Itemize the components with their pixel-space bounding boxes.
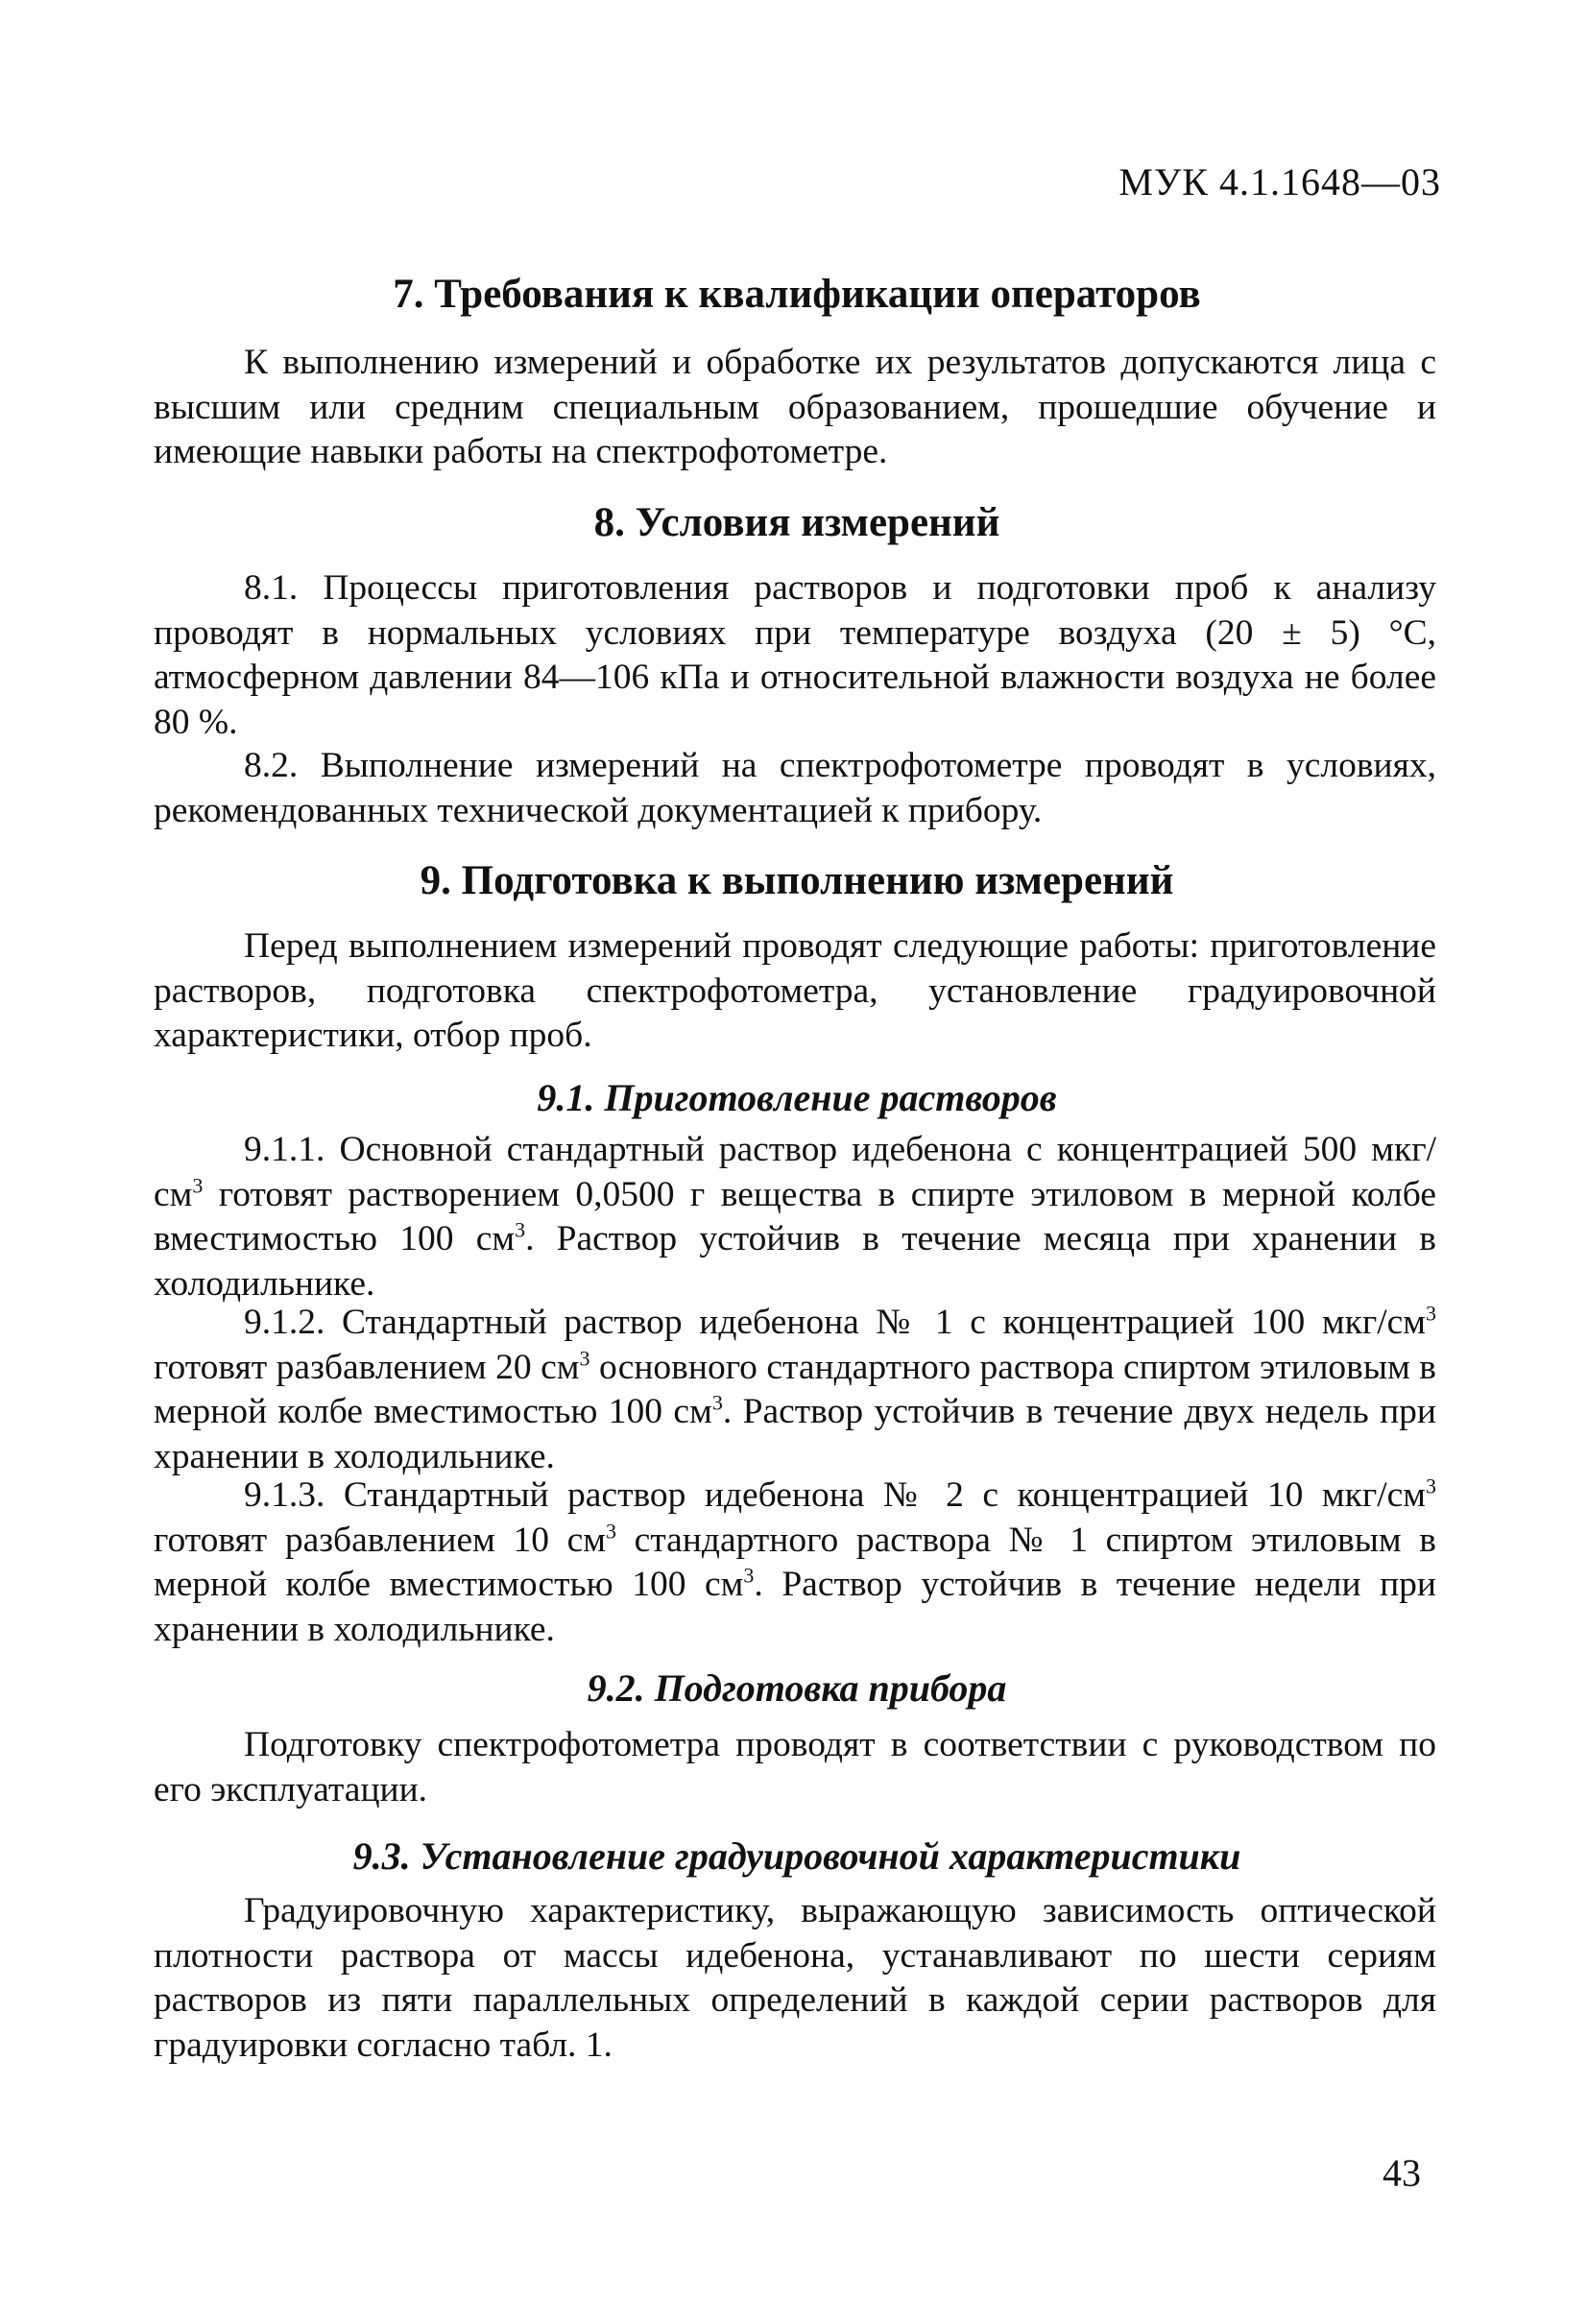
text-run: 9.1.3. Стандартный раствор идебенона № 2 с концентрацией 10 мкг/см: [244, 1475, 1426, 1515]
superscript: 3: [1426, 1301, 1436, 1326]
subsection-9-2-title: 9.2. Подготовка прибора: [587, 1666, 1007, 1710]
subsection-9-3-text: Градуировочную характеристику, выражающую зависимость оптической плотности раствора от массы идебенона, устанавливают по шести сериям растворов из пяти параллельных определений в каждой серии растворов для градуировки согласно табл. 1.: [154, 1891, 1436, 2065]
text-run: 9.1.1. Основной стандартный раствор идебенона с концентрацией 500 мкг/см: [154, 1130, 1436, 1214]
paragraph-8-2: 8.2. Выполнение измерений на спектрофотометре проводят в условиях, рекомендованных технической документацией к прибору.: [154, 746, 1436, 830]
text-run: 9.1.2. Стандартный раствор идебенона № 1 с концентрацией 100 мкг/см: [244, 1303, 1426, 1342]
text-run: готовят растворением 0,0500 г вещества в спирте этиловом в мерной колбе вместимостью 100 см: [154, 1174, 1436, 1258]
paragraph-9-1-2: [154, 1301, 1436, 1479]
paragraph-9-1-3: [154, 1473, 1436, 1652]
subsection-9-1-title: 9.1. Приготовление растворов: [537, 1076, 1057, 1119]
superscript: 3: [192, 1173, 204, 1197]
section-9-title: 9. Подготовка к выполнению измерений: [420, 858, 1174, 903]
subsection-9-2-text: Подготовку спектрофотометра проводят в соответствии с руководством по его эксплуатации.: [154, 1725, 1436, 1809]
section-7-text: К выполнению измерений и обработке их результатов допускаются лица с высшим или средним специальным образованием, прошедшие обучение и имеющие навыки работы на спектрофотометре.: [154, 343, 1436, 471]
paragraph-9-1-1: [154, 1128, 1436, 1306]
document-code: МУК 4.1.1648—03: [1118, 160, 1441, 204]
page-number: 43: [1383, 2151, 1421, 2194]
subsection-9-3-title: 9.3. Установление градуировочной характеристики: [352, 1834, 1241, 1878]
section-7-title: 7. Требования к квалификации операторов: [393, 272, 1201, 317]
superscript: 3: [711, 1390, 723, 1415]
text-run: . Раствор устойчив в течение месяца при хранении в холодильнике.: [154, 1219, 1436, 1304]
superscript: 3: [579, 1346, 590, 1370]
superscript: 3: [1426, 1473, 1436, 1498]
superscript: 3: [515, 1217, 526, 1242]
text-run: основного стандартного раствора спиртом этиловым в мерной колбе вместимостью 100 см: [154, 1347, 1436, 1431]
section-8-title: 8. Условия измерений: [593, 500, 1000, 545]
section-9-intro: Перед выполнением измерений проводят следующие работы: приготовление растворов, подготовка спектрофотометра, установление градуировочной характеристики, отбор проб.: [154, 926, 1436, 1055]
text-run: готовят разбавлением 20 см: [154, 1347, 580, 1387]
text-run: готовят разбавлением 10 см: [154, 1520, 607, 1560]
paragraph-8-1: 8.1. Процессы приготовления растворов и подготовки проб к анализу проводят в нормальных условиях при температуре воздуха (20 ± 5) °С, атмосферном давлении 84—106 кПа и относительной влажности воздуха не более 80 %.: [154, 568, 1436, 742]
superscript: 3: [743, 1563, 755, 1588]
superscript: 3: [606, 1519, 617, 1543]
text-run: . Раствор устойчив в течение недели при хранении в холодильнике.: [154, 1565, 1436, 1649]
text-run: . Раствор устойчив в течение двух недель при хранении в холодильнике.: [154, 1392, 1436, 1476]
text-run: стандартного раствора № 1 спиртом этиловым в мерной колбе вместимостью 100 см: [154, 1520, 1436, 1604]
